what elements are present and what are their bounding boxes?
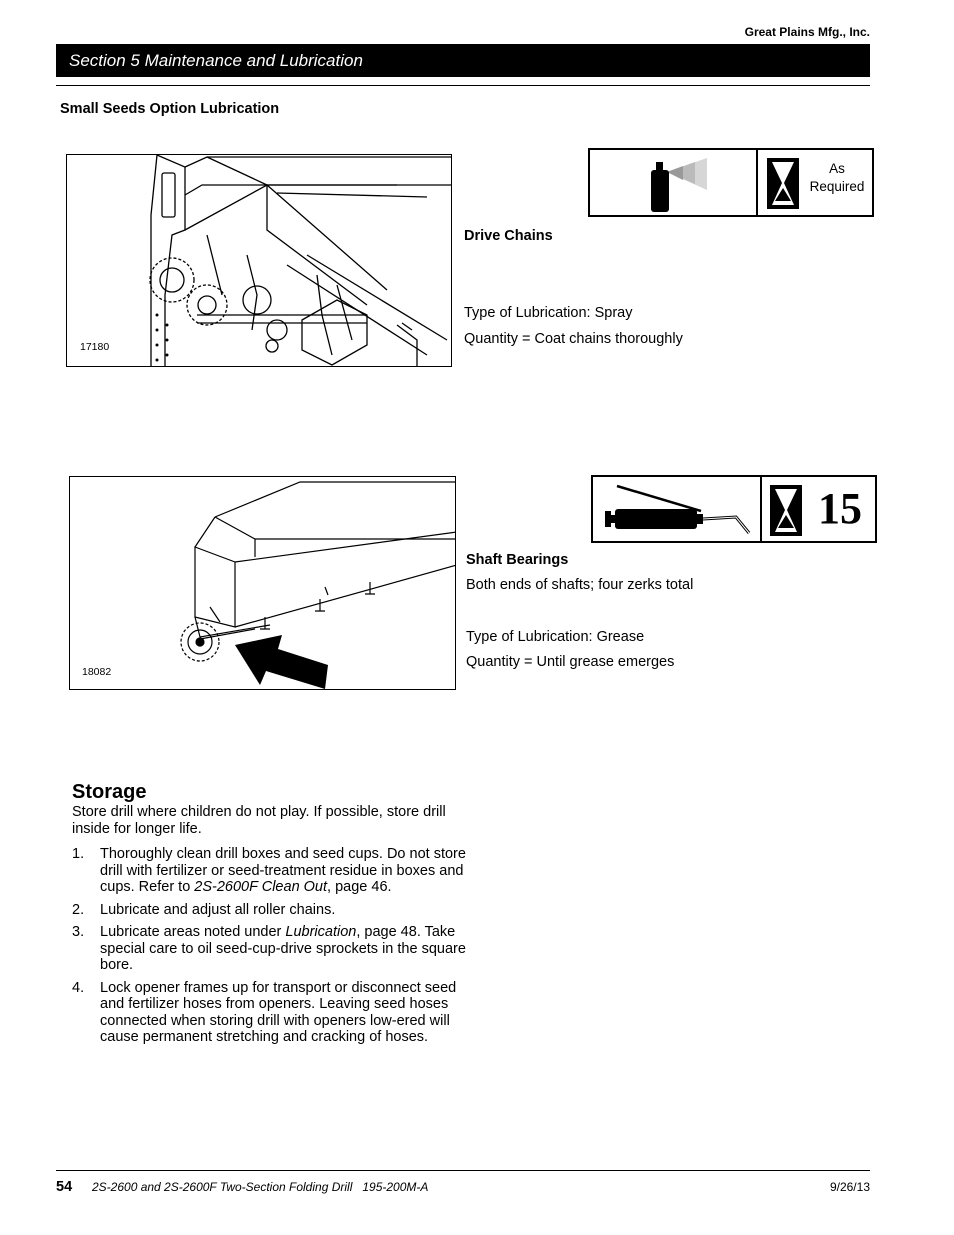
drive-chains-quantity: Quantity = Coat chains thoroughly (464, 331, 683, 347)
lube-interval-label: As Required (809, 161, 865, 194)
drive-chain-figure (66, 154, 452, 367)
document-date: 9/26/13 (829, 1180, 870, 1194)
shaft-bearing-figure (69, 476, 456, 690)
shaft-bearings-quantity: Quantity = Until grease emerges (466, 654, 675, 670)
lube-interval-hours: 15 (818, 484, 862, 533)
lube-type-interval-box (591, 475, 877, 543)
cross-reference: 2S-2600F Clean Out (194, 879, 328, 895)
shaft-bearings-description: Both ends of shafts; four zerks total (466, 577, 694, 593)
storage-body (72, 804, 467, 1052)
drive-chains-title: Drive Chains (464, 228, 553, 244)
header-rule (56, 85, 870, 86)
storage-step: 3. Lubricate areas noted under Lubrication, page 48. Take special care to oil seed-cup-drive sprockets in the square bore. (72, 924, 466, 973)
document-title: 2S-2600 and 2S-2600F Two-Section Folding Drill 195-200M-A (92, 1180, 429, 1194)
footer-rule (56, 1170, 870, 1171)
storage-steps (72, 846, 467, 1046)
section-title-bar: Section 5 Maintenance and Lubrication (56, 44, 870, 77)
subheading: Small Seeds Option Lubrication (60, 101, 280, 117)
storage-step: 2. Lubricate and adjust all roller chains. (72, 901, 336, 918)
page-number: 54 (56, 1179, 73, 1195)
storage-intro: Store drill where children do not play. If possible, store drill inside for longer life. (72, 804, 446, 837)
storage-step: 1. Thoroughly clean drill boxes and seed cups. Do not store drill with fertilizer or seed-treatment residue in boxes and cups. Refer to 2S-2600F Clean Out, page 46. (72, 846, 466, 895)
cross-reference: Lubrication (285, 924, 357, 940)
hourglass-icon (770, 485, 802, 536)
figure-number: 18082 (82, 666, 112, 678)
storage-heading: Storage (72, 781, 147, 803)
figure-number: 17180 (80, 341, 110, 353)
hourglass-icon (767, 158, 799, 209)
shaft-bearings-title: Shaft Bearings (466, 552, 569, 568)
shaft-bearing-illustration (70, 477, 456, 690)
icon-divider (760, 477, 762, 541)
grease-gun-icon (601, 481, 759, 539)
spray-can-icon (645, 154, 715, 212)
shaft-bearings-lube-type: Type of Lubrication: Grease (466, 629, 645, 645)
company-name: Great Plains Mfg., Inc. (744, 25, 870, 39)
storage-step: 4. Lock opener frames up for transport or disconnect seed and fertilizer hoses from openers. Leaving seed hoses connected when storing drill with openers low-ered will cause permanent stretching and cracking of hoses. (72, 979, 457, 1045)
drive-chain-illustration (67, 155, 452, 367)
lube-type-interval-box (588, 148, 874, 217)
drive-chains-lube-type: Type of Lubrication: Spray (464, 305, 633, 321)
icon-divider (756, 150, 758, 215)
